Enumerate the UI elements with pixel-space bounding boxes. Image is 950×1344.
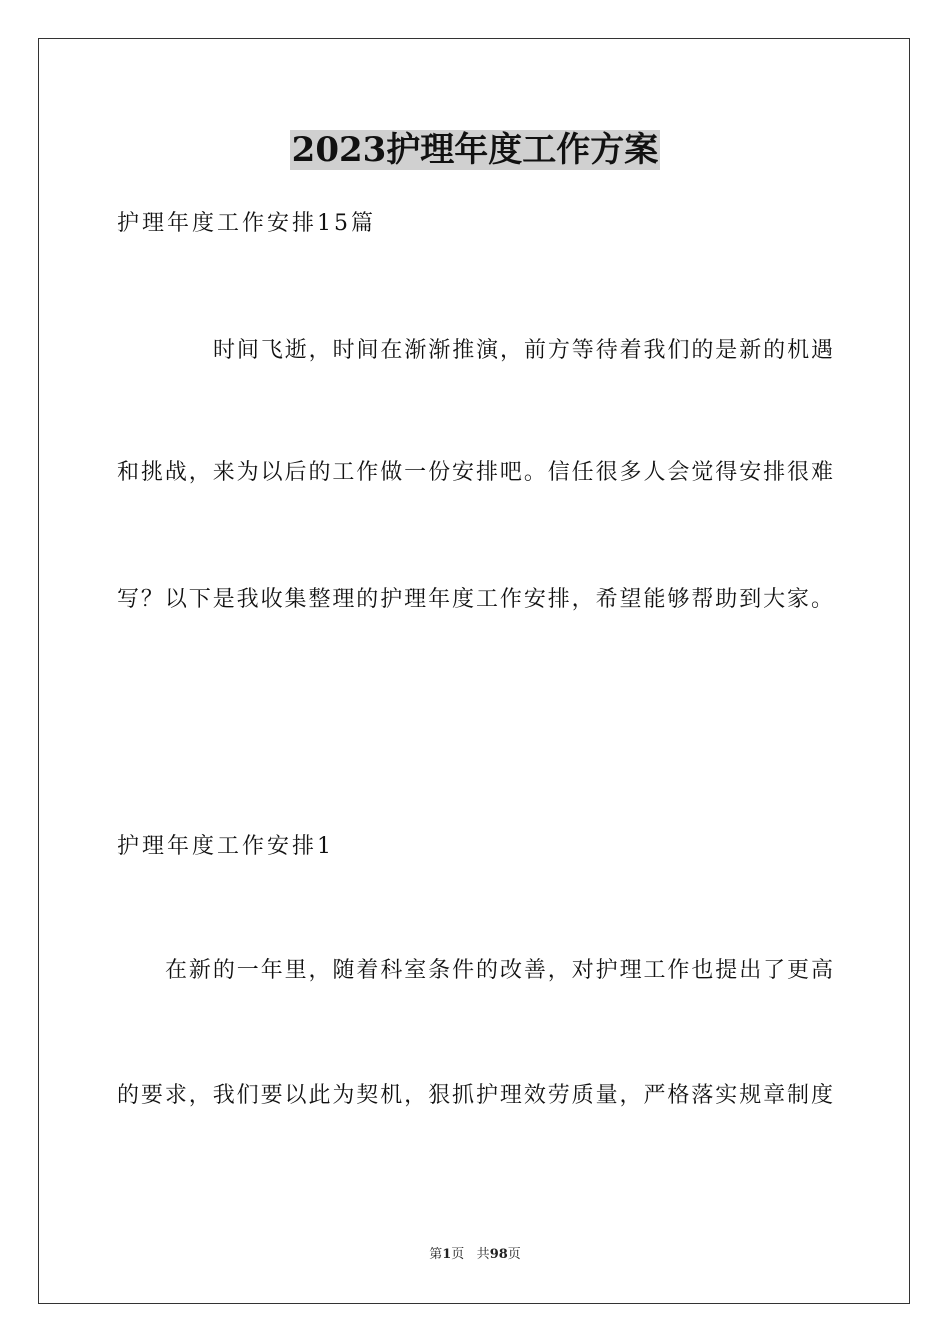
page-footer	[0, 1246, 950, 1264]
footer-page-prefix: 第	[429, 1247, 443, 1262]
footer-total-prefix: 共	[476, 1247, 490, 1262]
paragraph-line: 在新的一年里，随着科室条件的改善，对护理工作也提出了更高	[165, 958, 833, 983]
paragraph-line: 写？以下是我收集整理的护理年度工作安排，希望能够帮助到大家。	[117, 587, 833, 612]
footer-page-suffix: 页	[451, 1247, 465, 1262]
paragraph-line: 的要求，我们要以此为契机，狠抓护理效劳质量，严格落实规章制度	[117, 1083, 833, 1108]
footer-page-number: 1	[442, 1247, 452, 1262]
document-title	[0, 128, 950, 172]
subtitle-line: 护理年度工作安排15篇	[117, 211, 376, 236]
footer-total-pages: 98	[489, 1247, 508, 1262]
paragraph-line: 时间飞逝，时间在渐渐推演，前方等待着我们的是新的机遇	[213, 338, 833, 363]
section-heading: 护理年度工作安排1	[117, 834, 334, 859]
footer-total-suffix: 页	[507, 1247, 521, 1262]
document-title-text: 2023护理年度工作方案	[291, 130, 659, 170]
paragraph-line: 和挑战，来为以后的工作做一份安排吧。信任很多人会觉得安排很难	[117, 460, 833, 485]
